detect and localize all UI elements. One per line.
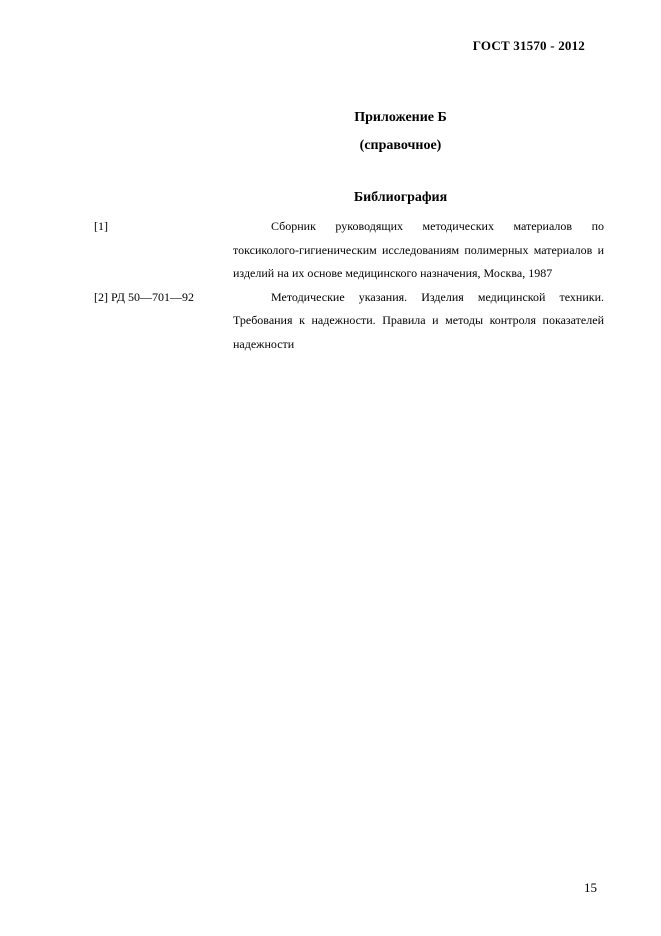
bibliography-text: Сборник руководящих методических материалов по токсиколого-гигиеническим исследованиям полимерных материалов и изделий на их основе медицинского назначения, Москва, 1987 [233,219,604,280]
bibliography-entry [94,215,604,286]
appendix-subtitle: (справочное) [359,138,442,153]
bibliography-list [94,215,604,356]
appendix-title: Приложение Б [354,110,447,125]
bibliography-text: Методические указания. Изделия медицинской техники. Требования к надежности. Правила и методы контроля показателей надежности [233,289,604,351]
bibliography-entry [94,286,604,357]
bibliography-ref: [2] РД 50—701—92 [94,289,194,304]
page-number: 15 [584,880,597,895]
bibliography-ref: [1] [94,219,108,233]
document-standard-code: ГОСТ 31570 - 2012 [472,38,585,53]
bibliography-title: Библиография [353,190,448,205]
